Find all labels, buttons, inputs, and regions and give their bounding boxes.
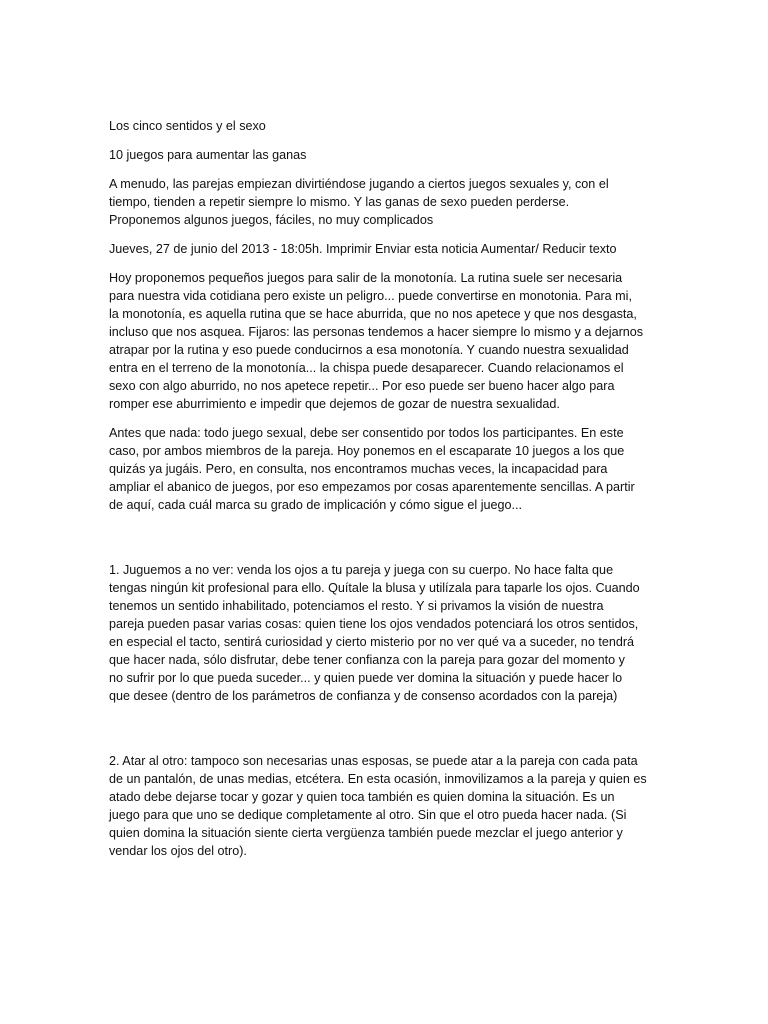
text-line: romper ese aburrimiento e impedir que dejemos de gozar de nuestra sexualidad. [109,397,560,411]
text-line: A menudo, las parejas empiezan divirtiéndose jugando a ciertos juegos sexuales y, con el [109,177,609,191]
text-line: ampliar el abanico de juegos, por eso empezamos por cosas aparentemente sencillas. A partir [109,480,635,494]
text-line: la monotonía, es aquella rutina que se hace aburrida, que no nos apetece y que nos desgasta, [109,307,637,321]
text-line: atrapar por la rutina y eso puede conducirnos a esa monotonía. Y cuando nuestra sexualidad [109,343,629,357]
text-line: 1. Juguemos a no ver: venda los ojos a tu pareja y juega con su cuerpo. No hace falta que [109,563,614,577]
text-line: quien domina la situación siente cierta vergüenza también puede mezclar el juego anterior y [109,826,623,840]
game-2-paragraph [109,752,659,860]
text-line: juego para que uno se dedique completamente al otro. Sin que el otro pueda hacer nada. (Si [109,808,627,822]
text-line: caso, por ambos miembros de la pareja. Hoy ponemos en el escaparate 10 juegos a los que [109,444,625,458]
text-line: de aquí, cada cuál marca su grado de implicación y cómo sigue el juego... [109,498,523,512]
paragraph-consent [109,424,659,514]
paragraph-monotony [109,269,659,413]
text-line: tiempo, tienden a repetir siempre lo mismo. Y las ganas de sexo pueden perderse. [109,195,570,209]
dateline: Jueves, 27 de junio del 2013 - 18:05h. Imprimir Enviar esta noticia Aumentar/ Reducir texto [109,242,617,256]
text-line: entra en el terreno de la monotonía... la chispa puede desaparecer. Cuando relacionamos el [109,361,624,375]
text-line: de un pantalón, de unas medias, etcétera. En esta ocasión, inmovilizamos a la pareja y quien es [109,772,647,786]
text-line: no sufrir por lo que pueda suceder... y quien puede ver domina la situación y puede hacer lo [109,671,623,685]
game-1-paragraph [109,561,659,705]
text-line: en especial el tacto, sentirá curiosidad y cierto misterio por no ver qué va a suceder, no tendrá [109,635,635,649]
intro-paragraph [109,175,659,229]
text-line: Proponemos algunos juegos, fáciles, no muy complicados [109,213,434,227]
text-line: tengas ningún kit profesional para ello. Quítale la blusa y utilízala para taparle los ojos. Cuando [109,581,640,595]
text-line: que desee (dentro de los parámetros de confianza y de consenso acordados con la pareja) [109,689,618,703]
text-line: 2. Atar al otro: tampoco son necesarias unas esposas, se puede atar a la pareja con cada pata [109,754,638,768]
text-line: incluso que nos asquea. Fijaros: las personas tendemos a hacer siempre lo mismo y a dejarnos [109,325,644,339]
text-line: tenemos un sentido inhabilitado, potenciamos el resto. Y si privamos la visión de nuestra [109,599,604,613]
document-title: Los cinco sentidos y el sexo [109,119,266,133]
text-line: quizás ya jugáis. Pero, en consulta, nos encontramos muchas veces, la incapacidad para [109,462,608,476]
text-line: vendar los ojos del otro). [109,844,247,858]
text-line: atado debe dejarse tocar y gozar y quien toca también es quien domina la situación. Es un [109,790,615,804]
document-subtitle: 10 juegos para aumentar las ganas [109,148,307,162]
document-page [109,117,659,860]
text-line: Antes que nada: todo juego sexual, debe ser consentido por todos los participantes. En este [109,426,624,440]
text-line: Hoy proponemos pequeños juegos para salir de la monotonía. La rutina suele ser necesaria [109,271,623,285]
text-line: para nuestra vida cotidiana pero existe un peligro... puede convertirse en monotonia. Para mi, [109,289,632,303]
text-line: que hacer nada, sólo disfrutar, debe tener confianza con la pareja para gozar del momento y [109,653,625,667]
text-line: sexo con algo aburrido, no nos apetece repetir... Por eso puede ser bueno hacer algo para [109,379,615,393]
text-line: pareja pueden pasar varias cosas: quien tiene los ojos vendados potenciará los otros sentidos, [109,617,639,631]
